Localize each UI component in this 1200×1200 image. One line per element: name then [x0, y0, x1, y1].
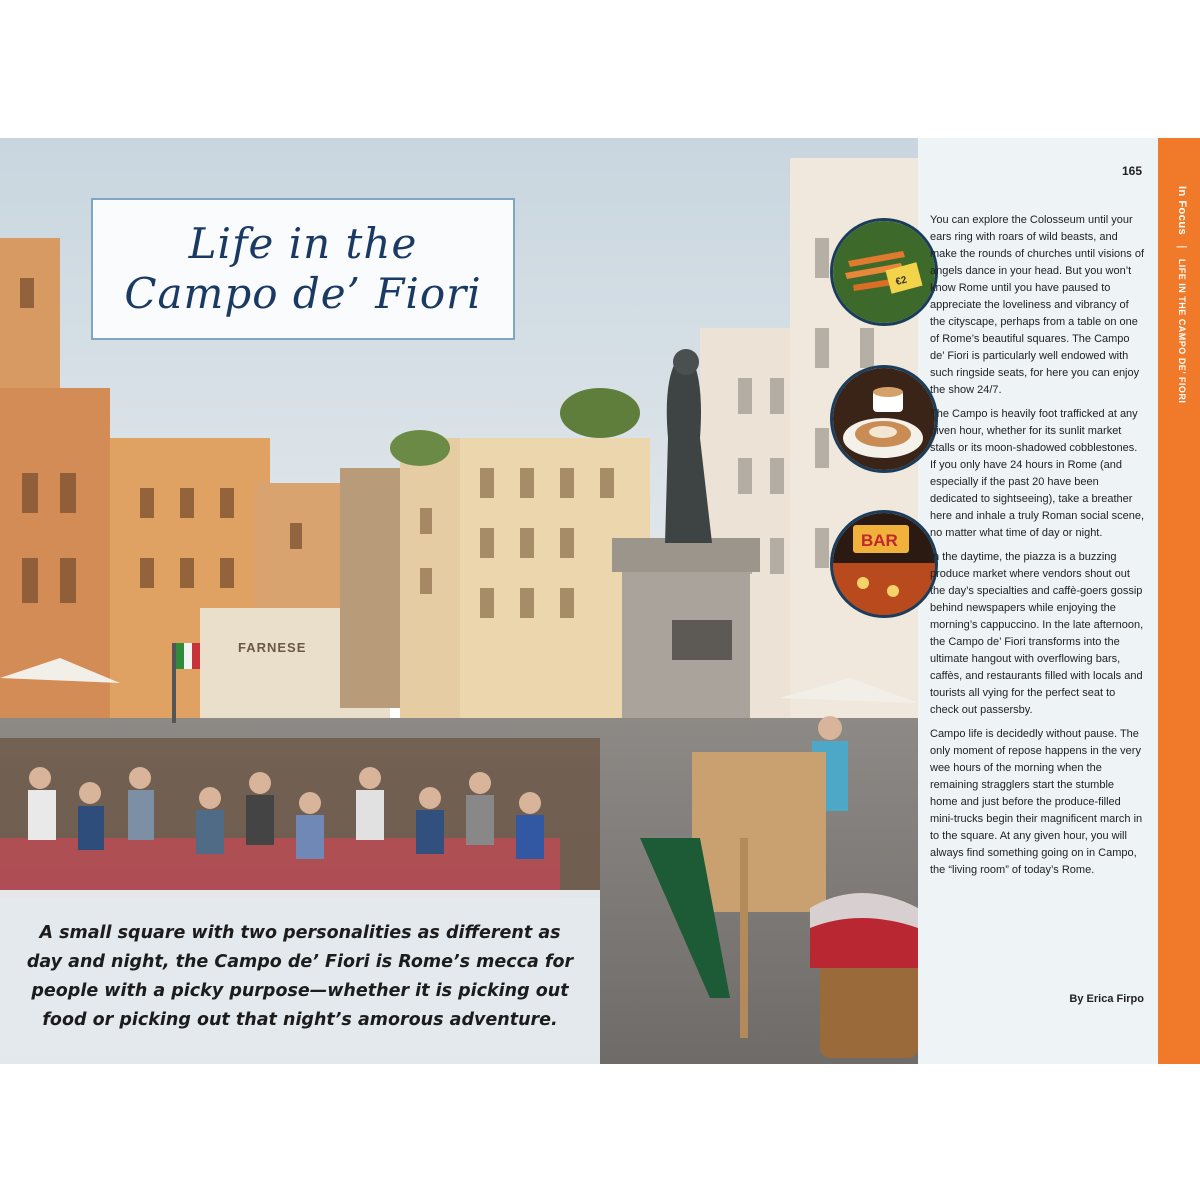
- article-paragraph: The Campo is heavily foot trafficked at any given hour, whether for its sunlit market stalls or its moon-shadowed cobblestones. If you only have 24 hours in Rome (and especially if the past 20 have been dedicated to sightseeing), take a breather here and inhale a truly Roman social scene, no matter what time of day or night.: [930, 408, 1145, 539]
- title-line-1: Life in the: [188, 219, 418, 268]
- title-box: [91, 198, 515, 340]
- price-tag-text: €2: [894, 274, 909, 289]
- article-paragraph: You can explore the Colosseum until your ears ring with roars of wild beasts, and make the rounds of churches until visions of angels dance in your head. But you won’t know Rome until you have paused to appreciate the loveliness and vibrancy of the cityscape, perhaps from a table on one of Rome’s beautiful squares. The Campo de’ Fiori is particularly well endowed with such ringside seats, for here you can enjoy the show 24/7.: [930, 214, 1145, 396]
- farnese-sign: FARNESE: [238, 640, 307, 655]
- side-tab-section: In Focus: [1176, 186, 1188, 236]
- side-tab-label: [1176, 186, 1188, 403]
- article-paragraph: In the daytime, the piazza is a buzzing produce market where vendors shout out the day’s specialties and caffè-goers gossip behind newspapers while enjoying the morning’s cappuccino. In the late afternoon, the Campo de’ Fiori transforms into the ultimate hangout with overflowing bars, caffès, and restaurants filled with locals and tourists all vying for the perfect seat to check out passersby.: [930, 551, 1144, 716]
- magazine-spread: [0, 138, 1200, 1064]
- vegetables-thumbnail: [830, 218, 938, 326]
- campo-de-fiori-photo: [0, 138, 918, 1064]
- text-column: [861, 138, 1158, 1064]
- byline: By Erica Firpo: [1069, 993, 1144, 1005]
- page-number: 165: [1121, 164, 1142, 178]
- caption-box: [0, 890, 600, 1064]
- article-paragraph: Campo life is decidedly without pause. The only moment of repose happens in the very wee hours of the morning when the remaining stragglers start the stumble home and just before the produce-filled mini-trucks begin their magnificent march in to the square. At any given hour, you will always find something going on in Campo, the “living room” of today’s Rome.: [930, 728, 1143, 876]
- bar-sign-thumbnail: [830, 510, 938, 618]
- cappuccino-thumbnail: [830, 365, 938, 473]
- photo-caption: A small square with two personalities as different as day and night, the Campo de’ Fiori is Rome’s mecca for people with a picky purpose—whether it is picking out food or picking out that night’s amorous adventure.: [26, 923, 574, 1030]
- article-body: [930, 212, 1144, 886]
- side-tab-divider: |: [1176, 245, 1188, 249]
- bar-sign-text: BAR: [861, 531, 898, 550]
- section-side-tab: [1158, 138, 1200, 1064]
- side-tab-subtitle: LIFE IN THE CAMPO DE’ FIORI: [1177, 258, 1187, 404]
- title-line-2: Campo de’ Fiori: [124, 269, 482, 318]
